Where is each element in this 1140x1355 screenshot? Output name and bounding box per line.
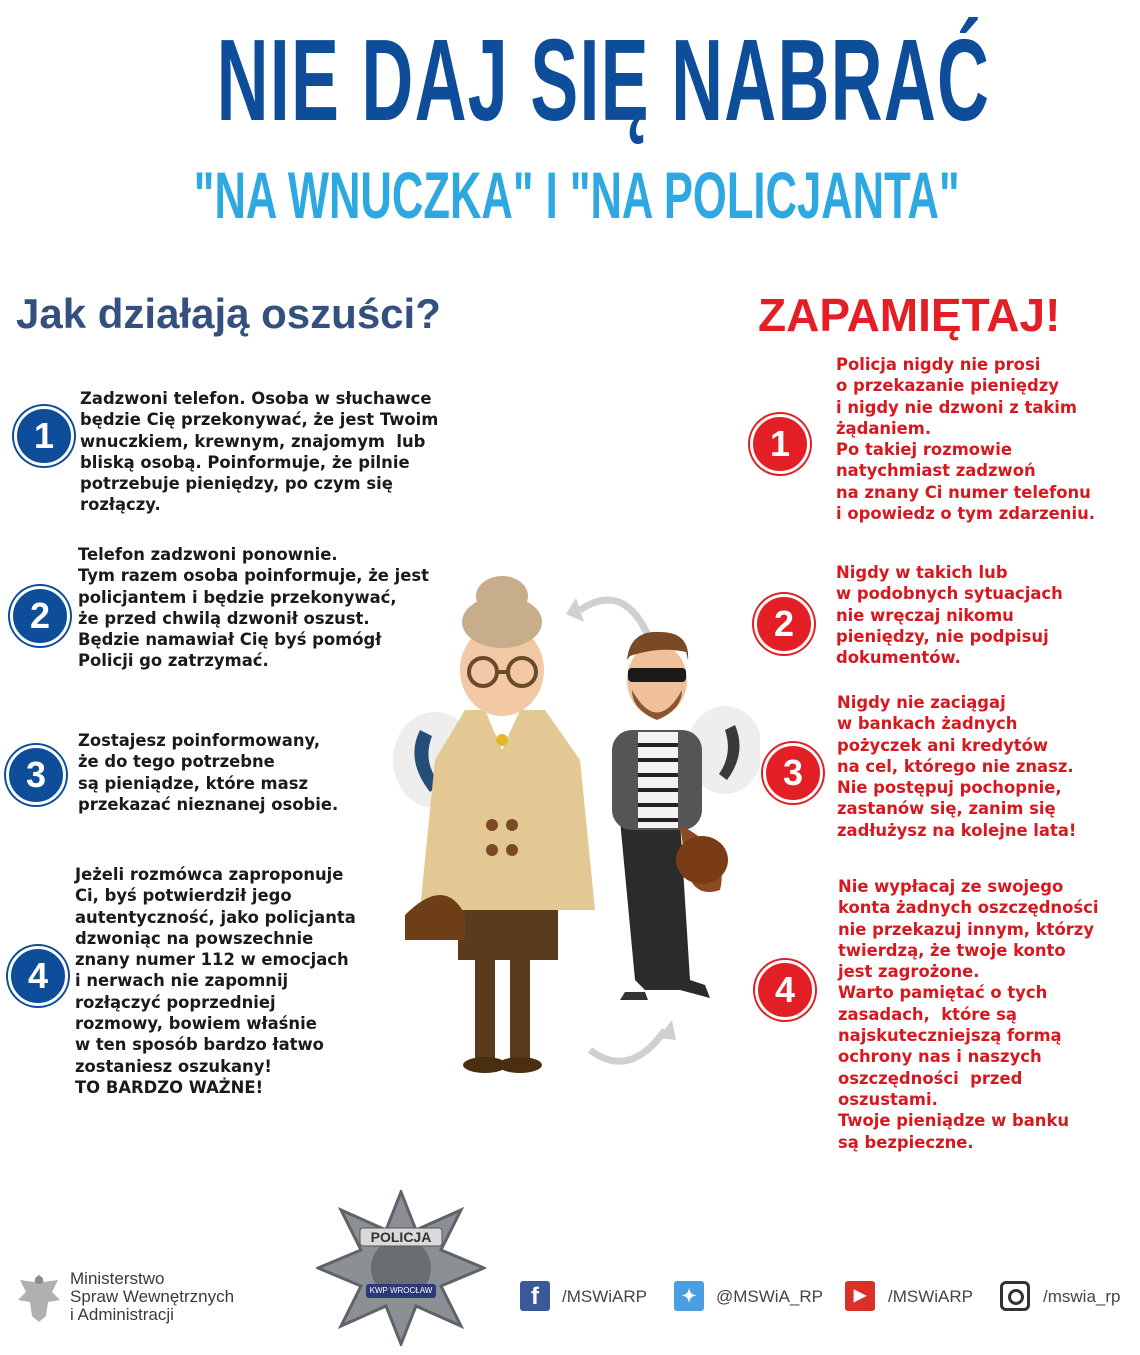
right-step-4-number: 4 <box>755 960 815 1020</box>
right-step-4-text: Nie wypłacaj ze swojego konta żadnych oszczędności nie przekazuj innym, którzy twierdzą, że twoje konto jest zagrożone. Warto pamiętać o tych zasadach, które są najskuteczniejszą formą ochrony nas i naszych oszczędności przed oszustami. Twoje pieniądze w banku są bezpieczne. <box>838 877 1099 1152</box>
instagram-handle[interactable]: /mswia_rp <box>1043 1287 1121 1306</box>
right-step-1-number: 1 <box>750 414 810 474</box>
left-step-1-text: Zadzwoni telefon. Osoba w słuchawce będzie Cię przekonywać, że jest Twoim wnuczkiem, krewnym, znajomym lub bliską osobą. Poinformuje, że pilnie potrzebuje pieniędzy, po czym się rozłączy. <box>80 389 439 515</box>
right-step-3-text: Nigdy nie zaciągaj w bankach żadnych pożyczek ani kredytów na cel, którego nie znasz. Nie postępuj pochopnie, zastanów się, zanim się zadłużysz na kolejne lata! <box>837 693 1077 840</box>
badge-top-text: POLICJA <box>370 1229 432 1245</box>
left-heading: Jak działają oszuści? <box>16 290 441 337</box>
left-step-4-number: 4 <box>8 946 68 1006</box>
left-step-3-text: Zostajesz poinformowany, że do tego potrzebne są pieniądze, które masz przekazać nieznanej osobie. <box>78 731 339 814</box>
instagram-icon[interactable] <box>1000 1281 1030 1311</box>
left-step-1-number: 1 <box>14 406 74 466</box>
badge-bottom-text: KWP WROCŁAW <box>369 1286 433 1295</box>
right-step-3-number: 3 <box>763 743 823 803</box>
cycle-arrow-top <box>580 600 650 640</box>
facebook-handle[interactable]: /MSWiARP <box>562 1287 647 1306</box>
ministry-name <box>70 1270 234 1324</box>
ministry-line-1: Ministerstwo <box>70 1269 165 1288</box>
right-step-1-text: Policja nigdy nie prosi o przekazanie pieniędzy i nigdy nie dzwoni z takim żądaniem. Po takiej rozmowie natychmiast zadzwoń na znany Ci numer telefonu i opowiedz o tym zdarzeniu. <box>836 355 1095 524</box>
sub-title: "NA WNUCZKA" I "NA POLICJANTA" <box>193 158 960 232</box>
ministry-line-2: Spraw Wewnętrznych <box>70 1287 235 1306</box>
left-step-2-number: 2 <box>10 586 70 646</box>
main-title: NIE DAJ SIĘ NABRAĆ <box>216 15 991 145</box>
police-badge <box>316 1190 486 1346</box>
scam-illustration <box>380 560 760 1100</box>
twitter-handle[interactable]: @MSWiA_RP <box>716 1287 823 1306</box>
grandmother-figure <box>405 576 595 1073</box>
eagle-emblem-icon <box>14 1270 64 1324</box>
twitter-icon[interactable]: ✦ <box>674 1281 704 1311</box>
youtube-icon[interactable]: ▶ <box>845 1281 875 1311</box>
police-star-icon <box>316 1190 486 1346</box>
left-step-4-text: Jeżeli rozmówca zaproponuje Ci, byś potwierdził jego autentyczność, jako policjanta dzwoniąc na powszechnie znany numer 112 w emocjach i nerwach nie zapomnij rozłączyć poprzedniej rozmowy, bowiem właśnie w ten sposób bardzo łatwo zostaniesz oszukany! TO BARDZO WAŻNE! <box>75 865 356 1097</box>
youtube-handle[interactable]: /MSWiARP <box>888 1287 973 1306</box>
left-step-3-number: 3 <box>6 745 66 805</box>
facebook-icon[interactable]: f <box>520 1281 550 1311</box>
right-step-2-number: 2 <box>754 594 814 654</box>
left-step-2-text: Telefon zadzwoni ponownie. Tym razem osoba poinformuje, że jest policjantem i będzie przekonywać, że przed chwilą dzwonił oszust. Będzie namawiał Cię byś pomógł Policji go zatrzymać. <box>78 545 429 671</box>
right-heading: ZAPAMIĘTAJ! <box>758 289 1061 341</box>
ministry-line-3: i Administracji <box>70 1305 174 1324</box>
cycle-arrow-bottom <box>590 1030 665 1061</box>
scammer-figure <box>612 632 728 1000</box>
right-step-2-text: Nigdy w takich lub w podobnych sytuacjach nie wręczaj nikomu pieniędzy, nie podpisuj dokumentów. <box>836 563 1063 668</box>
